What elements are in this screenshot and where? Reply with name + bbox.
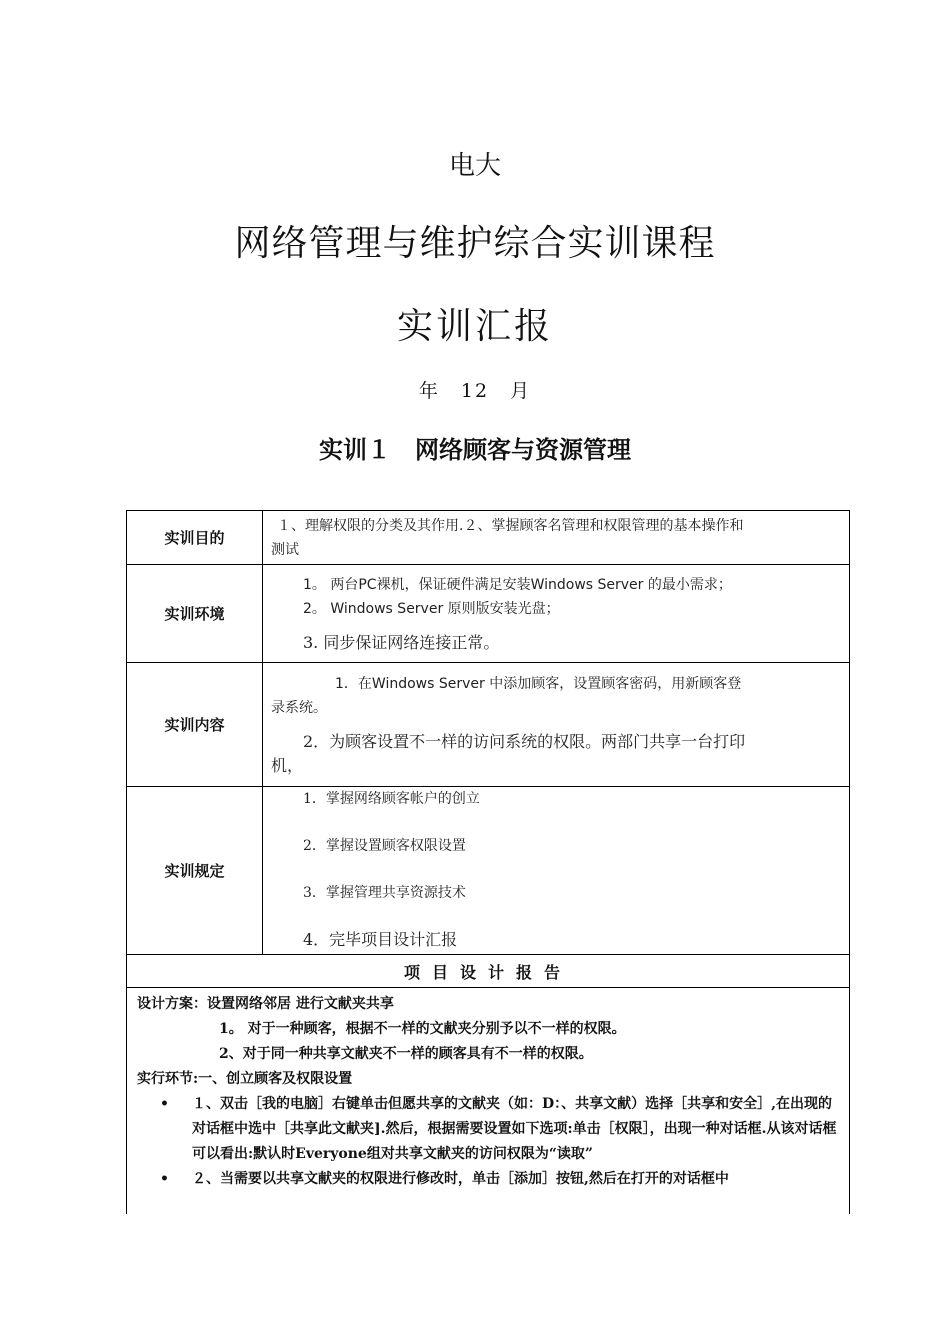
design-plan-2: 2、对于同一种共享文献夹不一样的顾客具有不一样的权限。	[219, 1046, 593, 1062]
environment-value	[263, 565, 850, 663]
bullet-icon: •	[160, 1171, 169, 1187]
training-subtitle: 实训１ 网络顾客与资源管理	[319, 435, 631, 464]
requirements-line-2: 2．掌握设置顾客权限设置	[303, 838, 466, 854]
report-title: 实训汇报	[396, 306, 553, 347]
environment-line-3: 3. 同步保证网络连接正常。	[303, 632, 500, 652]
design-steps: 实行环节:一、创立顾客及权限设置	[137, 1071, 353, 1087]
design-plan: 设计方案：设置网络邻居 进行文献夹共享	[137, 996, 394, 1012]
row-purpose	[127, 511, 850, 565]
design-bullet-2-text: ２、当需要以共享文献夹的权限进行修改时，单击［添加］按钮,然后在打开的对话框中	[192, 1171, 729, 1187]
environment-label: 实训环境	[127, 565, 263, 663]
purpose-line-1: １、理解权限的分类及其作用.２、掌握顾客名管理和权限管理的基本操作和	[277, 517, 744, 534]
row-content	[127, 663, 850, 787]
bullet-icon: •	[160, 1096, 169, 1112]
content-line-3: 2．为顾客设置不一样的访问系统的权限。两部门共享一台打印	[303, 731, 746, 751]
purpose-value	[263, 511, 850, 565]
design-bullet-1-text: １、双击［我的电脑］右键单击但愿共享的文献夹（如：D：、共享文献）选择［共享和安全］,在出现的对话框中选中［共享此文献夹].然后，根据需要设置如下选项:单击［权限］，出现一种对话框.从该对话框可以看出:默认时Everyone组对共享文献夹的访问权限为“读取”	[192, 1096, 837, 1162]
content-line-4: 机，	[271, 755, 304, 775]
course-title: 网络管理与维护综合实训课程	[234, 223, 716, 264]
requirements-line-3: 3．掌握管理共享资源技术	[303, 885, 466, 901]
design-bullet-1	[137, 1092, 841, 1167]
design-cell	[127, 988, 850, 1214]
row-requirements	[127, 787, 850, 955]
content-value	[263, 663, 850, 787]
requirements-line-4: 4．完毕项目设计汇报	[303, 930, 458, 949]
row-section-title	[127, 955, 850, 988]
training-table	[126, 510, 850, 1214]
design-bullet-2	[137, 1167, 841, 1192]
purpose-line-2: 测试	[271, 541, 299, 558]
row-environment	[127, 565, 850, 663]
section-title: 项目设计报告	[127, 955, 850, 988]
requirements-value	[263, 787, 850, 955]
school-title: 电大	[448, 151, 501, 181]
environment-line-2: 2。 Windows Server 原则版安装光盘；	[303, 600, 560, 617]
design-plan-1: 1。 对于一种顾客，根据不一样的文献夹分别予以不一样的权限。	[219, 1021, 626, 1037]
requirements-label: 实训规定	[127, 787, 263, 955]
content-line-2: 录系统。	[271, 699, 327, 716]
report-date: 年 12 月	[418, 380, 532, 402]
environment-line-1: 1。 两台PC裸机，保证硬件满足安装Windows Server 的最小需求；	[303, 576, 732, 593]
requirements-line-1: 1．掌握网络顾客帐户的创立	[303, 791, 480, 807]
content-label: 实训内容	[127, 663, 263, 787]
purpose-label: 实训目的	[127, 511, 263, 565]
row-design	[127, 988, 850, 1214]
content-line-1: 1．在Windows Server 中添加顾客，设置顾客密码，用新顾客登	[335, 675, 742, 692]
